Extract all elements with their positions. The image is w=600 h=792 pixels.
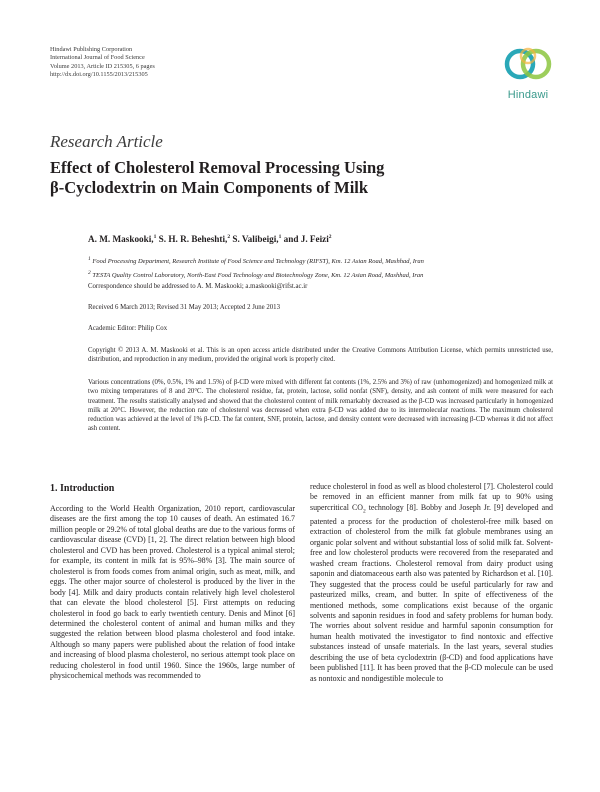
intro-paragraph: According to the World Health Organization, 2010 report, cardiovascular diseases are the first among the top 10 causes of death. An estimated 16.7 million people or 29.2% of total global deaths are due to the various forms of cardiovascular disease (CVD) [1, 2]. The direct relation between high blood cholesterol and CVD has been proved. Cholesterol is a typical animal sterol; for example, its content in milk fat is 95%–98% [3]. The main source of cholesterol is from foods comes from animal origin, such as meat, milk, and eggs. The other major source of cholesterol is produced by the liver in the body [4]. Milk and dairy products contain relatively high level cholesterol that can elevate the blood cholesterol [5]. First attempts on reducing cholesterol in food go back to early twentieth century. Denis and Minot [6] determined the cholesterol content of animal and human milks and they suggested the relation between blood plasma cholesterol and food intake. Although so many papers were published about the relation of food intake and increasing of blood plasma cholesterol, no serious attempt took place on reducing cholesterol in food until 1960. Since the 1960s, large number of physicochemical methods was recommended to <box>50 504 295 681</box>
author-list <box>88 234 332 244</box>
affiliation-text: TESTA Quality Control Laboratory, North-East Food Technology and Biotechnology Zone, Km. 12 Asian Road, Mashhad, Iran <box>92 271 424 279</box>
author: S. H. R. Beheshti, <box>158 234 228 245</box>
volume-info: Volume 2013, Article ID 215305, 6 pages <box>50 62 155 70</box>
abstract: Various concentrations (0%, 0.5%, 1% and 1.5%) of β-CD were mixed with different fat contents (1%, 2.5% and 3%) of raw (unhomogenized) and homogenized milk at two mixing temperatures of 8 and 20°C. The cholesterol residue, fat, protein, lactose, solid nonfat (SNF), density, and ash content of milk were measured for each treatment. The results statistically analysed and showed that the cholesterol content of milk remarkably decreased as the β-CD was increased particularly in homogenized milk at 20°C. However, the reduction rate of cholesterol was decreased when extra β-CD was added due to its intermolecular reactions. The maximum cholesterol reduction was achieved at the level of 1% β-CD. The fat content, SNF, protein, lactose, and density content were decreased with increasing β-CD whereas it did not affect ash content. <box>88 379 553 433</box>
journal-name: International Journal of Food Science <box>50 54 145 62</box>
section-heading: 1. Introduction <box>50 483 115 494</box>
logo-wordmark: Hindawi <box>507 89 549 101</box>
intro-column-left <box>50 504 295 682</box>
affiliation-sup: 2 <box>88 269 91 276</box>
author-affil-sup: 1 <box>153 234 157 240</box>
intro-text: reduce cholesterol in food as well as blood cholesterol [7]. Cholesterol could be removed in an efficient manner from milk fat up to 90% using supercritical CO <box>310 482 553 512</box>
author-affil-sup: 1 <box>278 234 282 240</box>
intro-paragraph <box>310 482 553 684</box>
article-title <box>50 158 510 198</box>
affiliation-text: Food Processing Department, Research Institute of Food Science and Technology (RIFST), Km. 12 Asian Road, Mashhad, Iran <box>92 258 424 266</box>
publisher: Hindawi Publishing Corporation <box>50 46 133 53</box>
journal-header <box>50 46 155 80</box>
doi-link[interactable]: http://dx.doi.org/10.1155/2013/215305 <box>50 71 148 79</box>
affiliation <box>88 254 568 268</box>
author: and J. Feizi <box>283 234 329 245</box>
received-dates: Received 6 March 2013; Revised 31 May 2013; Accepted 2 June 2013 <box>88 304 280 311</box>
author: S. Valibeigi, <box>232 234 279 245</box>
title-line-2: β-Cyclodextrin on Main Components of Milk <box>50 178 369 197</box>
affiliations <box>88 254 568 282</box>
intro-subscript: 2 <box>362 508 366 515</box>
author-affil-sup: 2 <box>328 234 332 240</box>
correspondence[interactable]: Correspondence should be addressed to A. M. Maskooki; a.maskooki@rifst.ac.ir <box>88 283 308 290</box>
hindawi-rings-icon <box>496 42 560 88</box>
title-line-1: Effect of Cholesterol Removal Processing Using <box>50 158 385 177</box>
copyright-notice: Copyright © 2013 A. M. Maskooki et al. This is an open access article distributed under the Creative Commons Attribution License, which permits unrestricted use, distribution, and reproduction in any medium, provided the original work is properly cited. <box>88 347 553 364</box>
author-affil-sup: 2 <box>227 234 231 240</box>
author: A. M. Maskooki, <box>88 234 154 245</box>
affiliation <box>88 268 568 282</box>
article-type: Research Article <box>50 132 163 151</box>
intro-column-right <box>310 482 553 684</box>
intro-text: technology [8]. Bobby and Joseph Jr. [9] developed and patented a process for the production of cholesterol-free milk based on extraction of cholesterol from the milk fat globule membranes using an organic polar solvent and without substantial loss of solid milk fat. Solvent-free and low cholesterol products were recovered from the reseparated and washed cream fractions. Cholesterol removal from dairy product using saponin and diatomaceous earth also was patented by Richardson et al. [10]. They suggested that the process could be useful particularly for raw and pasteurized milks, cream, and butter. In spite of effectiveness of the mentioned methods, some complications exist because of the organic solvents and saponin residues in food and safety problems for human body. The worries about solvent residue and harmful saponin consumption for human health motivated the investigator to find nontoxic and effective substances instead of unsafe materials. In the last years, several studies describing the use of beta cyclodextrin (β-CD) and food applications have been published [11]. It has been proved that the β-CD molecule can be used as nontoxic and nondigestible molecule to <box>310 502 553 683</box>
hindawi-logo <box>496 42 560 104</box>
academic-editor: Academic Editor: Philip Cox <box>88 325 168 332</box>
affiliation-sup: 1 <box>88 256 91 262</box>
